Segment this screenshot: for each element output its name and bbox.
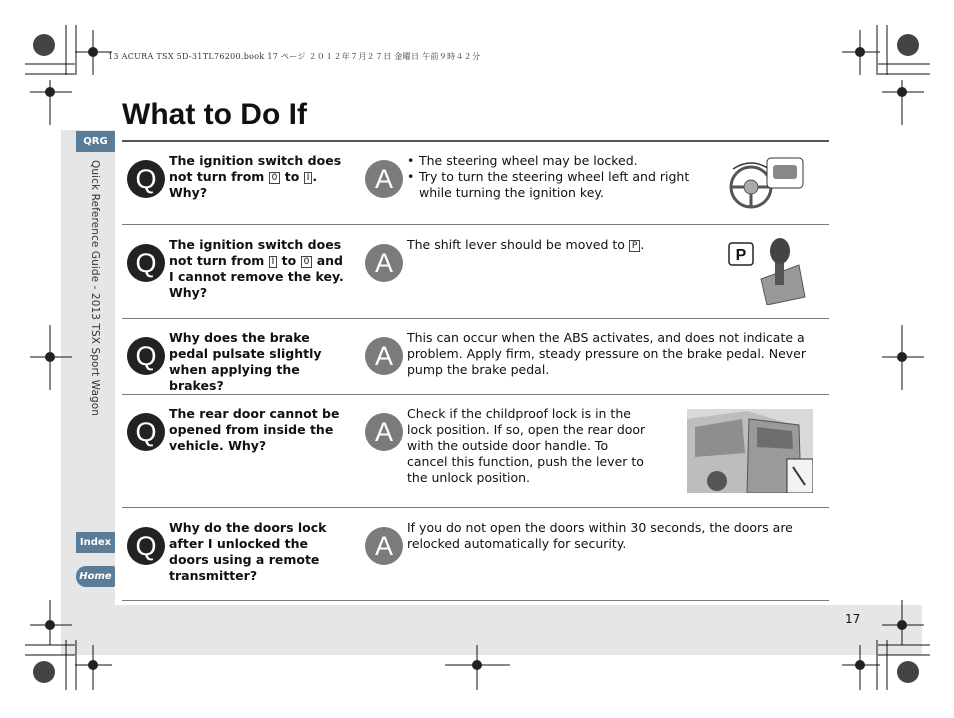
answer-text: This can occur when the ABS activates, and does not indicate a problem. Apply firm, steady pressure on the brake pedal. Never pump the brake pedal.: [407, 330, 807, 377]
home-tab[interactable]: Home: [76, 566, 115, 587]
question-icon: Q: [127, 527, 165, 565]
row-divider: [122, 600, 829, 601]
answer-text: If you do not open the doors within 30 seconds, the doors are relocked automatically for security.: [407, 520, 793, 551]
index-tab[interactable]: Index: [76, 532, 115, 553]
steering-wheel-illustration: [727, 155, 805, 211]
question-text: The ignition switch does not turn from 0 to I . Why?: [169, 153, 342, 200]
question-text: Why does the brake pedal pulsate slightly when applying the brakes?: [169, 330, 322, 393]
answer-text: • The steering wheel may be locked. • Try to turn the steering wheel left and right while turning the ignition key.: [407, 153, 707, 201]
answer-text: Check if the childproof lock is in the lock position. If so, open the rear door with the outside door handle. To cancel this function, push the lever to the unlock position.: [407, 406, 646, 485]
row-divider: [122, 507, 829, 508]
key-position-1: I: [269, 256, 278, 268]
answer-icon: A: [365, 160, 403, 198]
answer-text: The shift lever should be moved to P .: [407, 237, 645, 252]
question-icon: Q: [127, 413, 165, 451]
question-text: Why do the doors lock after I unlocked the doors using a remote transmitter?: [169, 520, 327, 583]
answer-icon: A: [365, 244, 403, 282]
question-text: The ignition switch does not turn from I to 0 and I cannot remove the key. Why?: [169, 237, 344, 300]
key-position-0: 0: [269, 172, 281, 184]
key-position-1: I: [304, 172, 313, 184]
print-header: 13 ACURA TSX 5D-31TL76200.book 17 ページ ２０１２年７月２７日 金曜日 午前９時４２分: [108, 52, 481, 61]
shift-p-label: P: [735, 247, 747, 264]
page-number: 17: [845, 612, 861, 626]
qrg-tab[interactable]: QRG: [76, 131, 115, 152]
question-icon: Q: [127, 160, 165, 198]
key-position-0: 0: [301, 256, 313, 268]
row-divider: [122, 224, 829, 225]
answer-icon: A: [365, 413, 403, 451]
question-icon: Q: [127, 244, 165, 282]
page-title: What to Do If: [122, 98, 307, 131]
question-icon: Q: [127, 337, 165, 375]
question-text: The rear door cannot be opened from inside the vehicle. Why?: [169, 406, 340, 453]
answer-icon: A: [365, 527, 403, 565]
rear-door-photo: [687, 409, 813, 493]
shift-lever-illustration: [727, 235, 807, 305]
key-position-p: P: [629, 240, 640, 252]
answer-icon: A: [365, 337, 403, 375]
title-rule: [122, 140, 829, 142]
sidebar-vertical-title: Quick Reference Guide - 2013 TSX Sport Wagon: [89, 160, 101, 417]
row-divider: [122, 394, 829, 395]
row-divider: [122, 318, 829, 319]
